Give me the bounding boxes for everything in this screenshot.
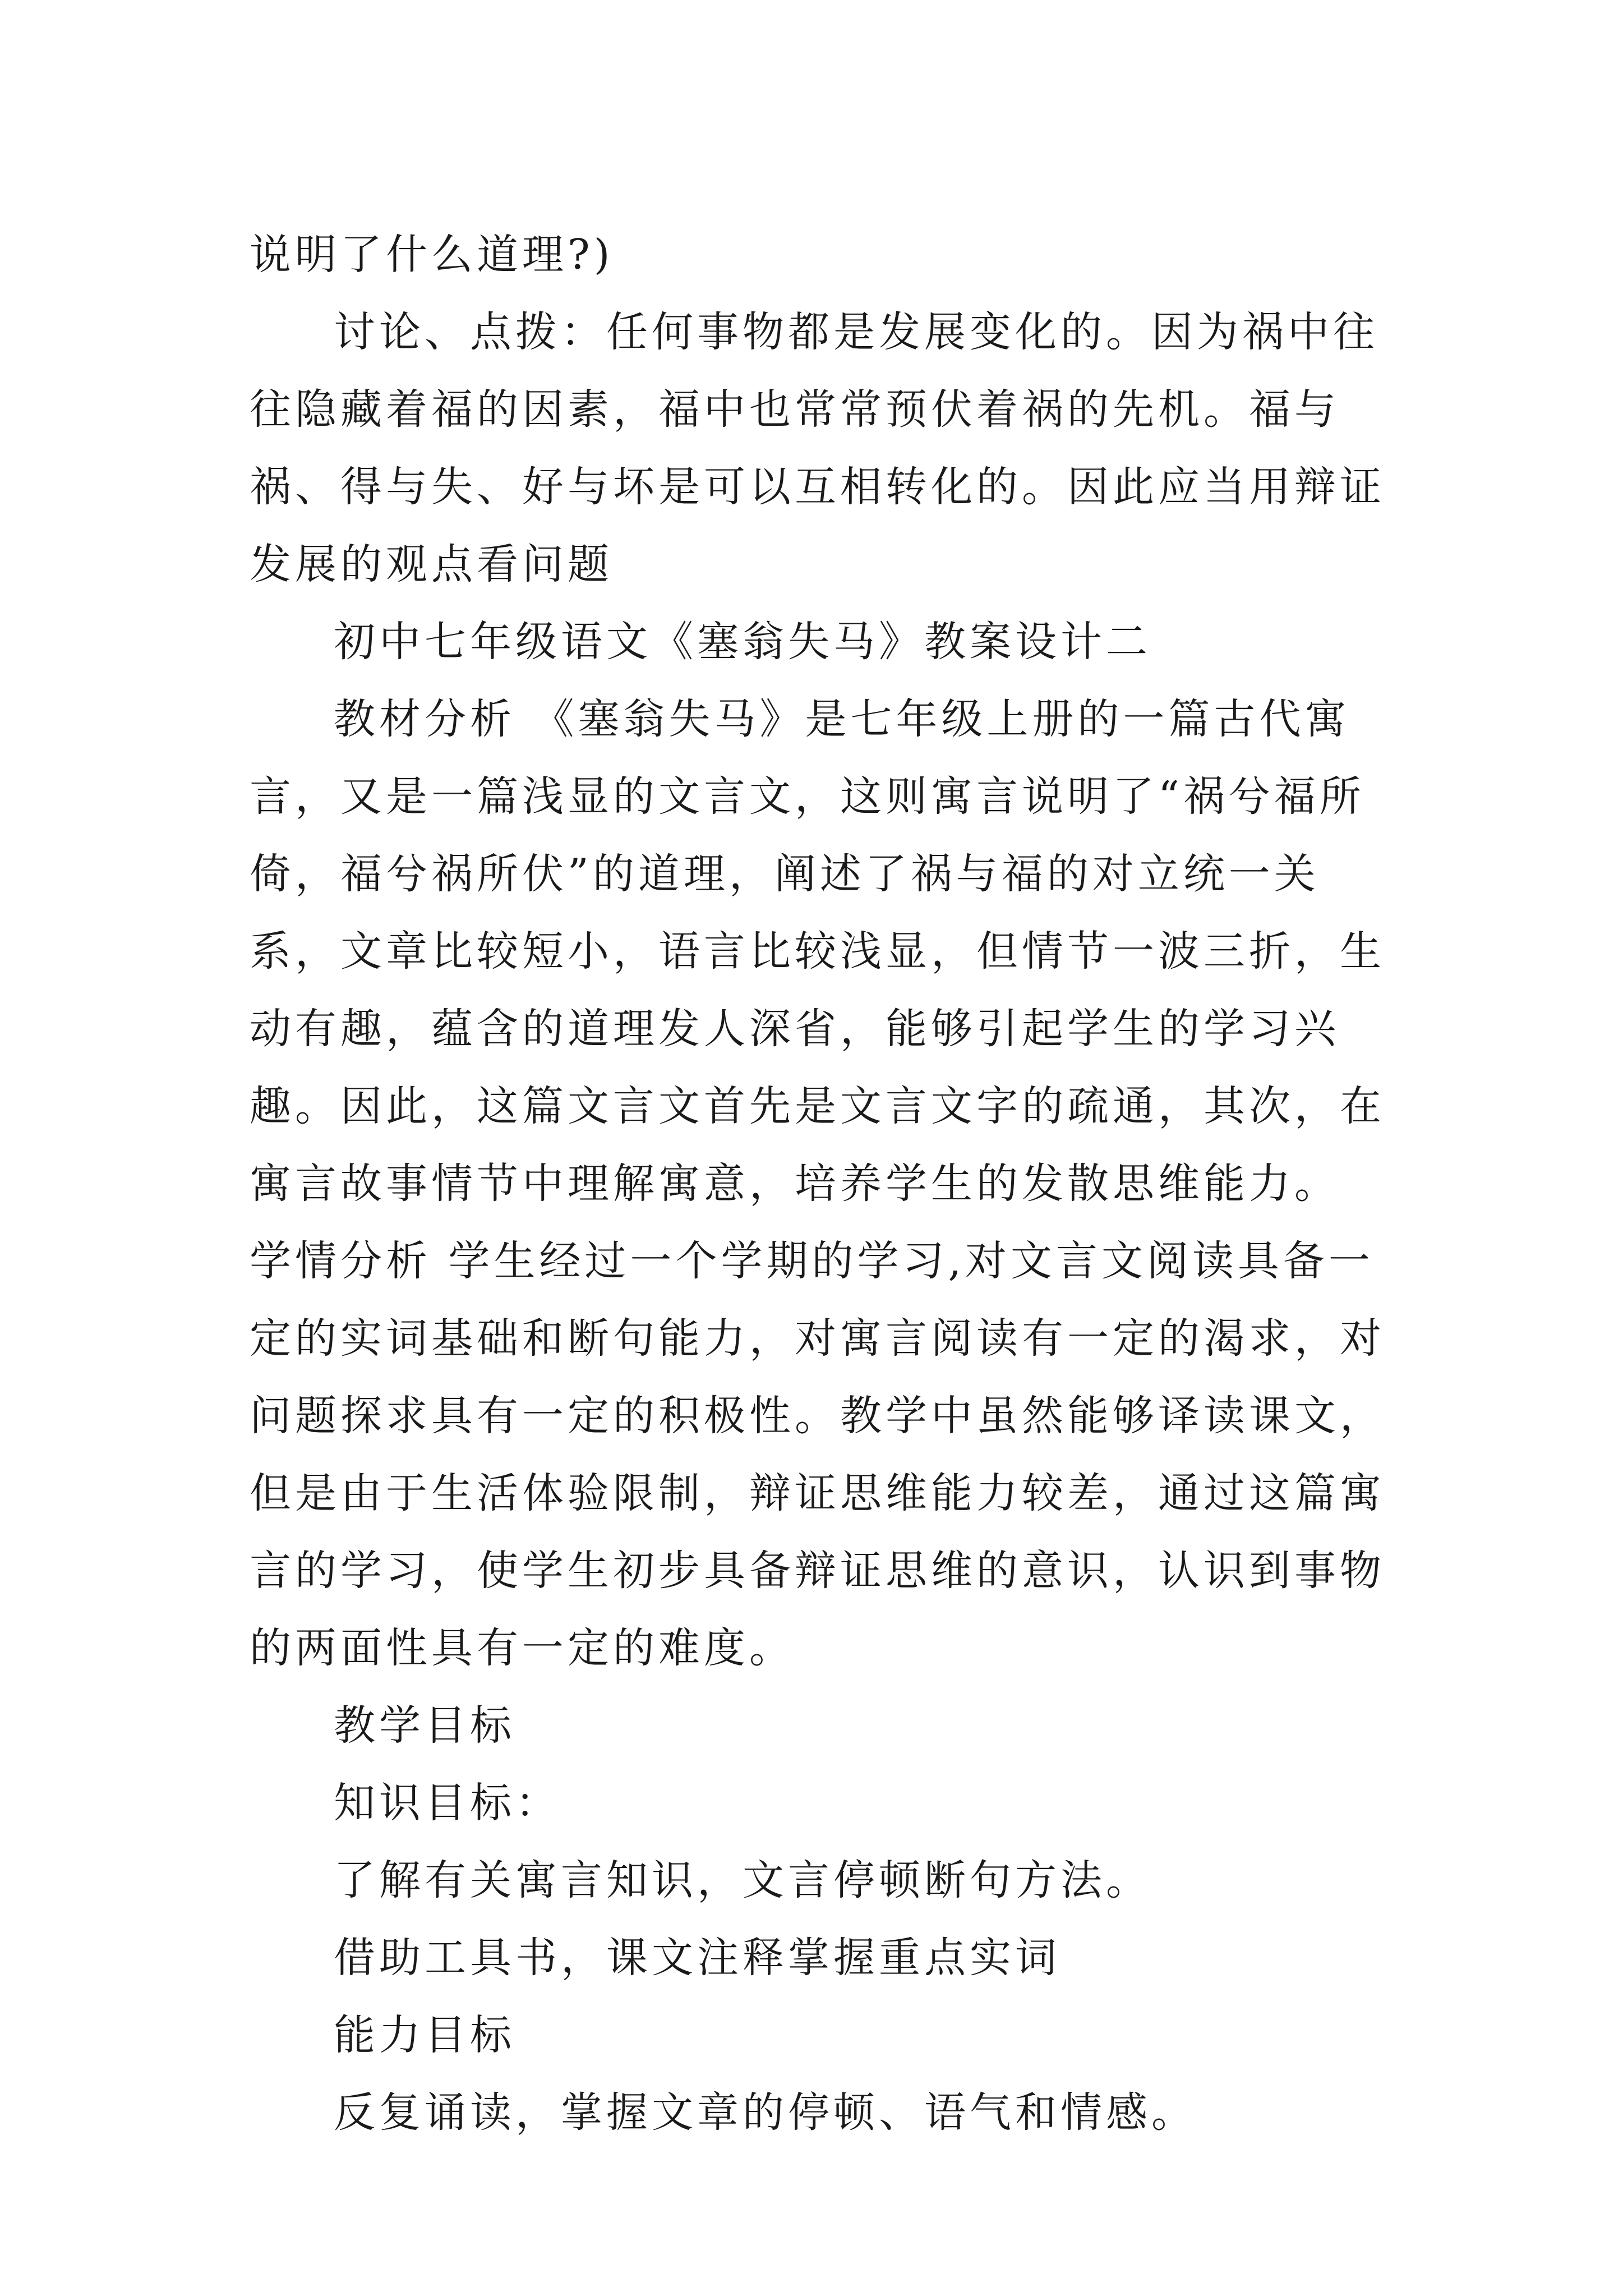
section-title: 初中七年级语文《塞翁失马》教案设计二 — [334, 618, 1151, 666]
heading-knowledge-goals: 知识目标： — [334, 1779, 561, 1827]
list-item: 反复诵读，掌握文章的停顿、语气和情感。 — [334, 2088, 1197, 2137]
list-item: 借助工具书，课文注释掌握重点实词 — [334, 1934, 1061, 1982]
list-item: 了解有关寓言知识，文言停顿断句方法。 — [334, 1856, 1151, 1904]
paragraph-question-end: 说明了什么道理?) — [250, 231, 614, 279]
paragraph-analysis: 教材分析 《塞翁失马》是七年级上册的一篇古代寓言，又是一篇浅显的文言文，这则寓言说明了“祸兮福所倚，福兮祸所伏”的道理，阐述了祸与福的对立统一关系，文章比较短小，语言比较浅显，但情节一波三折，生动有趣，蕴含的道理发人深省，能够引起学生的学习兴趣。因此，这篇文言文首先是文言文字的疏通，其次，在寓言故事情节中理解寓意，培养学生的发散思维能力。 学情分析 学生经过一个学期的学习,对文言文阅读具备一定的实词基础和断句能力，对寓言阅读有一定的渴求，对问题探求具有一定的积极性。教学中虽然能够译读课文，但是由于生活体验限制，辩证思维能力较差，通过这篇寓言的学习，使学生初步具备辩证思维的意识，认识到事物的两面性具有一定的难度。 — [250, 695, 1385, 1672]
paragraph-discussion: 讨论、点拨：任何事物都是发展变化的。因为祸中往往隐藏着福的因素，福中也常常预伏着祸的先机。福与祸、得与失、好与坏是可以互相转化的。因此应当用辩证发展的观点看问题 — [250, 308, 1385, 588]
document-body — [250, 216, 1396, 2151]
heading-teaching-goals: 教学目标 — [334, 1701, 515, 1750]
heading-ability-goals: 能力目标 — [334, 2011, 515, 2059]
